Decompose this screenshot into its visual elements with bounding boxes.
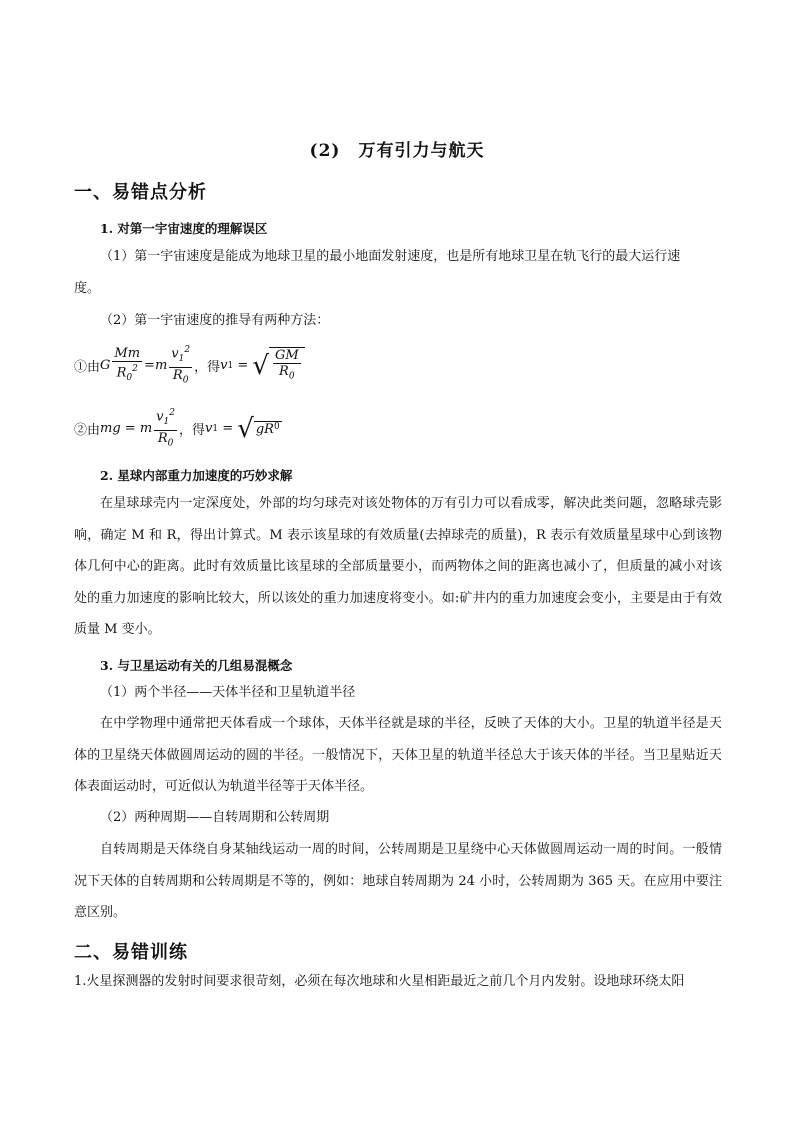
point-heading-confusing-concepts: 3. 与卫星运动有关的几组易混概念 — [100, 658, 293, 673]
exercise-1: 1.火星探测器的发射时间要求很苛刻，必须在每次地球和火星相距最近之前几个月内发射。设地球环绕太阳 — [74, 974, 685, 989]
point3-item1-paragraph: 在中学物理中通常把天体看成一个球体，天体半径就是球的半径，反映了天体的大小。卫星的轨道半径是天体的卫星绕天体做圆周运动的圆的半径。一般情况下，天体卫星的轨道半径总大于该天体的半径。当卫星贴近天体表面运动时，可近似认为轨道半径等于天体半径。 — [74, 716, 722, 794]
formula-method-2: ②由 mg = m $\frac{v_1^2}{R_0}$ ，得 v 1 = √ gR 0 — [74, 408, 280, 449]
formula-method-1: ①由 G $\frac{Mm}{R_0^2}$ = m $\frac{v_1^2}{R_0}$ ，得 v 1 = √ $\frac{GM}{R_0}$ — [74, 343, 305, 389]
section-heading-analysis: 一、易错点分析 — [74, 182, 207, 203]
formula1-get: ，得 — [194, 360, 221, 376]
point-heading-first-cosmic-velocity: 1. 对第一宇宙速度的理解误区 — [100, 221, 268, 236]
point3-item2-paragraph: 自转周期是天体绕自身某轴线运动一周的时间，公转周期是卫星绕中心天体做圆周运动一周的时间。一般情况下天体的自转周期和公转周期是不等的，例如：地球自转周期为 24 小时，公转周期为 365 天。在应用中要注意区别。 — [74, 842, 722, 920]
point-heading-gravity-inside-planet: 2. 星球内部重力加速度的巧妙求解 — [100, 468, 293, 483]
point1-item1-line2: 度。 — [74, 281, 101, 296]
section-heading-training: 二、易错训练 — [74, 942, 188, 963]
point3-item2: （2）两种周期——自转周期和公转周期 — [100, 810, 330, 825]
point1-item1-line1: （1）第一宇宙速度是能成为地球卫星的最小地面发射速度，也是所有地球卫星在轨飞行的最大运行速 — [100, 249, 681, 264]
point1-item2: （2）第一宇宙速度的推导有两种方法： — [100, 313, 330, 328]
point2-paragraph: 在星球球壳内一定深度处，外部的均匀球壳对该处物体的万有引力可以看成零，解决此类问题，忽略球壳影响，确定 M 和 R，得出计算式。M 表示该星球的有效质量(去掉球壳的质量)，R 表示有效质量星球中心到该物体几何中心的距离。此时有效质量比该星球的全部质量要小，而两物体之间的距离也减小了，但质量的减小对该处的重力加速度的影响比较大，所以该处的重力加速度将变小。如:矿井内的重力加速度会变小，主要是由于有效质量 M 变小。 — [74, 496, 722, 637]
point3-item1: （1）两个半径——天体半径和卫星轨道半径 — [100, 685, 356, 700]
formula1-prefix: ①由 — [74, 360, 101, 376]
formula2-prefix: ②由 — [74, 423, 101, 439]
formula2-get: ，得 — [179, 423, 206, 439]
document-title: (2) 万有引力与航天 — [309, 141, 485, 161]
